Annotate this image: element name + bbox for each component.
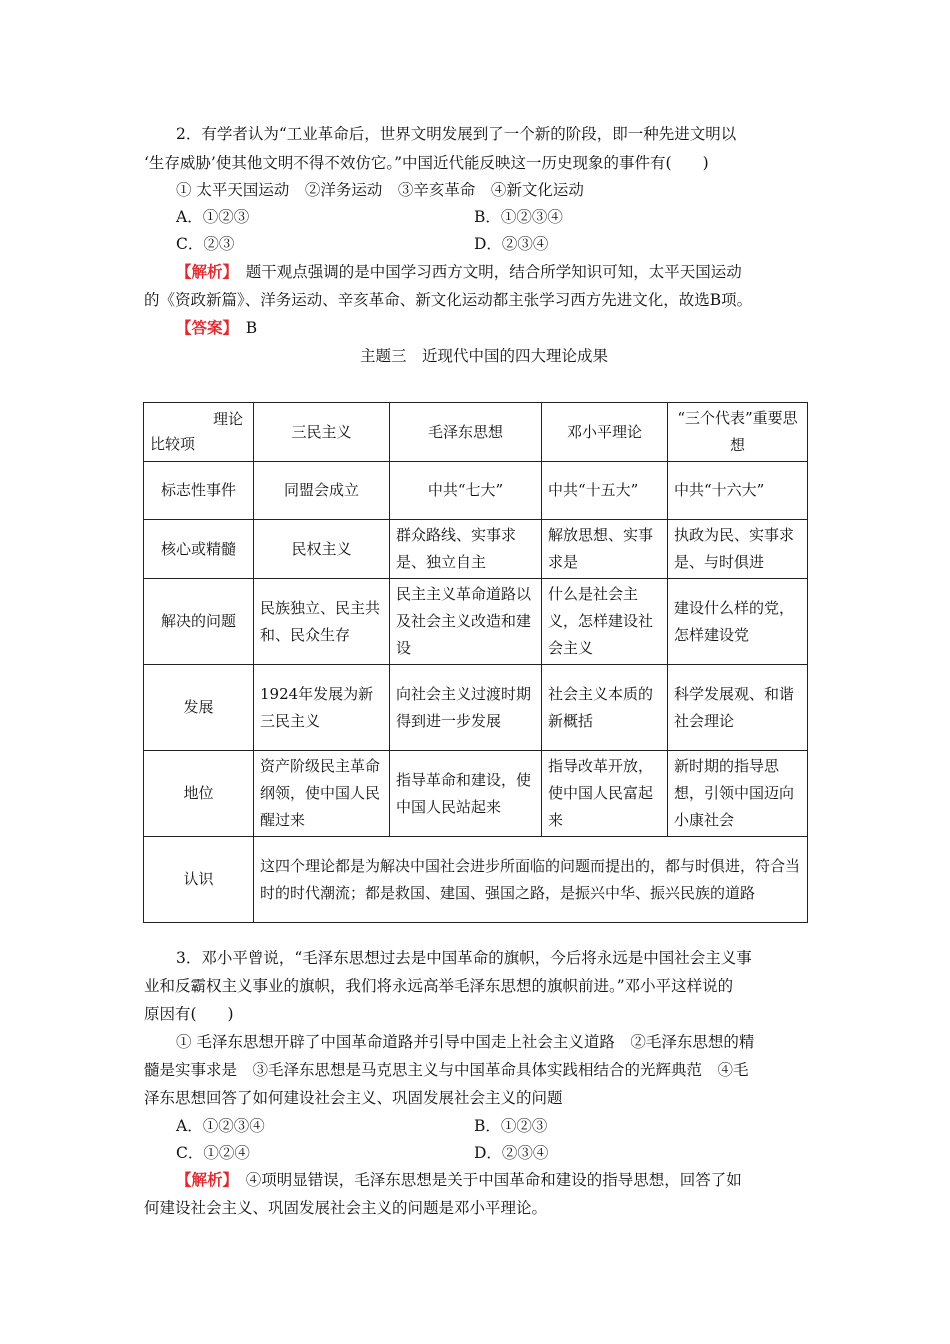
table-cell: 指导改革开放，使中国人民富起来 — [542, 751, 668, 837]
q2-option-b: B．①②③④ — [474, 208, 563, 226]
table-cell: 资产阶级民主革命纲领，使中国人民醒过来 — [254, 751, 390, 837]
table-cell: 群众路线、实事求是、独立自主 — [390, 520, 542, 579]
table-cell: 向社会主义过渡时期得到进一步发展 — [390, 665, 542, 751]
analysis-tag: 【解析】 — [176, 262, 231, 281]
analysis-tag: 【解析】 — [176, 1170, 231, 1189]
table-cell: 民权主义 — [254, 520, 390, 579]
table-header-cell: 邓小平理论 — [542, 403, 668, 462]
table-cell: 新时期的指导思想，引领中国迈向小康社会 — [668, 751, 808, 837]
table-row — [144, 520, 808, 579]
table-corner-cell — [144, 403, 254, 462]
table-row — [144, 751, 808, 837]
table-header-cell: 毛泽东思想 — [390, 403, 542, 462]
table-cell: 解放思想、实事求是 — [542, 520, 668, 579]
q3-option-b: B．①②③ — [474, 1117, 548, 1135]
table-cell: 中共“七大” — [390, 462, 542, 520]
q2-stem-line-1: 2．有学者认为“工业革命后，世界文明发展到了一个新的阶段，即一种先进文明以 — [176, 125, 737, 143]
table-header-cell: 三民主义 — [254, 403, 390, 462]
q2-option-c: C．②③ — [176, 235, 235, 253]
q2-stem-line-2: ‘生存威胁’使其他文明不得不效仿它。”中国近代能反映这一历史现象的事件有( ) — [144, 154, 709, 172]
answer-tag: 【答案】 — [176, 318, 231, 337]
row-label: 核心或精髓 — [144, 520, 254, 579]
q3-option-d: D．②③④ — [474, 1144, 549, 1162]
q3-items-line-1: ① 毛泽东思想开辟了中国革命道路并引导中国走上社会主义道路 ②毛泽东思想的精 — [176, 1033, 755, 1051]
q2-analysis-text: 题干观点强调的是中国学习西方文明，结合所学知识可知，太平天国运动 — [230, 263, 742, 281]
table-cell: 建设什么样的党，怎样建设党 — [668, 579, 808, 665]
table-row — [144, 579, 808, 665]
q3-analysis-text: ④项明显错误，毛泽东思想是关于中国革命和建设的指导思想，回答了如 — [230, 1171, 742, 1189]
row-label: 认识 — [144, 837, 254, 923]
table-cell: 同盟会成立 — [254, 462, 390, 520]
q2-option-a: A．①②③ — [176, 208, 250, 226]
q2-items: ① 太平天国运动 ②洋务运动 ③辛亥革命 ④新文化运动 — [176, 181, 584, 199]
row-label: 解决的问题 — [144, 579, 254, 665]
table-cell: 中共“十六大” — [668, 462, 808, 520]
row-label: 发展 — [144, 665, 254, 751]
theory-comparison-table — [143, 402, 808, 923]
corner-bottom-label: 比较项 — [150, 435, 196, 453]
corner-top-label: 理论 — [212, 410, 243, 428]
q3-analysis-line-1 — [176, 1170, 742, 1190]
q3-stem-line-2: 业和反霸权主义事业的旗帜，我们将永远高举毛泽东思想的旗帜前进。”邓小平这样说的 — [144, 977, 734, 995]
q2-option-d: D．②③④ — [474, 235, 549, 253]
q2-analysis-line-2: 的《资政新篇》、洋务运动、辛亥革命、新文化运动都主张学习西方先进文化，故选B项。 — [144, 291, 753, 309]
table-row — [144, 462, 808, 520]
table-cell: 执政为民、实事求是、与时俱进 — [668, 520, 808, 579]
q3-analysis-line-2: 何建设社会主义、巩固发展社会主义的问题是邓小平理论。 — [144, 1199, 548, 1217]
table-row — [144, 837, 808, 923]
q3-stem-line-3: 原因有( ) — [144, 1005, 234, 1023]
table-header-row — [144, 403, 808, 462]
q2-analysis-line-1 — [176, 262, 742, 282]
table-cell: 指导革命和建设，使中国人民站起来 — [390, 751, 542, 837]
table-cell: 1924年发展为新三民主义 — [254, 665, 390, 751]
q3-option-c: C．①②④ — [176, 1144, 250, 1162]
q2-answer-value: B — [230, 319, 258, 337]
table-cell: 民主主义革命道路以及社会主义改造和建设 — [390, 579, 542, 665]
q3-items-line-3: 泽东思想回答了如何建设社会主义、巩固发展社会主义的问题 — [144, 1089, 563, 1107]
row-label: 地位 — [144, 751, 254, 837]
table-header-cell: “三个代表”重要思想 — [668, 403, 808, 462]
table-row — [144, 665, 808, 751]
q3-items-line-2: 髓是实事求是 ③毛泽东思想是马克思主义与中国革命具体实践相结合的光辉典范 ④毛 — [144, 1061, 749, 1079]
q2-answer-line — [176, 318, 257, 338]
q3-option-a: A．①②③④ — [176, 1117, 265, 1135]
q3-stem-line-1: 3．邓小平曾说，“毛泽东思想过去是中国革命的旗帜，今后将永远是中国社会主义事 — [176, 949, 752, 967]
table-cell: 社会主义本质的新概括 — [542, 665, 668, 751]
table-cell: 科学发展观、和谐社会理论 — [668, 665, 808, 751]
table-cell: 民族独立、民主共和、民众生存 — [254, 579, 390, 665]
insight-cell: 这四个理论都是为解决中国社会进步所面临的问题而提出的，都与时俱进，符合当时的时代潮流；都是救国、建国、强国之路，是振兴中华、振兴民族的道路 — [254, 837, 808, 923]
row-label: 标志性事件 — [144, 462, 254, 520]
table-cell: 什么是社会主义，怎样建设社会主义 — [542, 579, 668, 665]
topic-title: 主题三 近现代中国的四大理论成果 — [360, 347, 609, 365]
table-cell: 中共“十五大” — [542, 462, 668, 520]
